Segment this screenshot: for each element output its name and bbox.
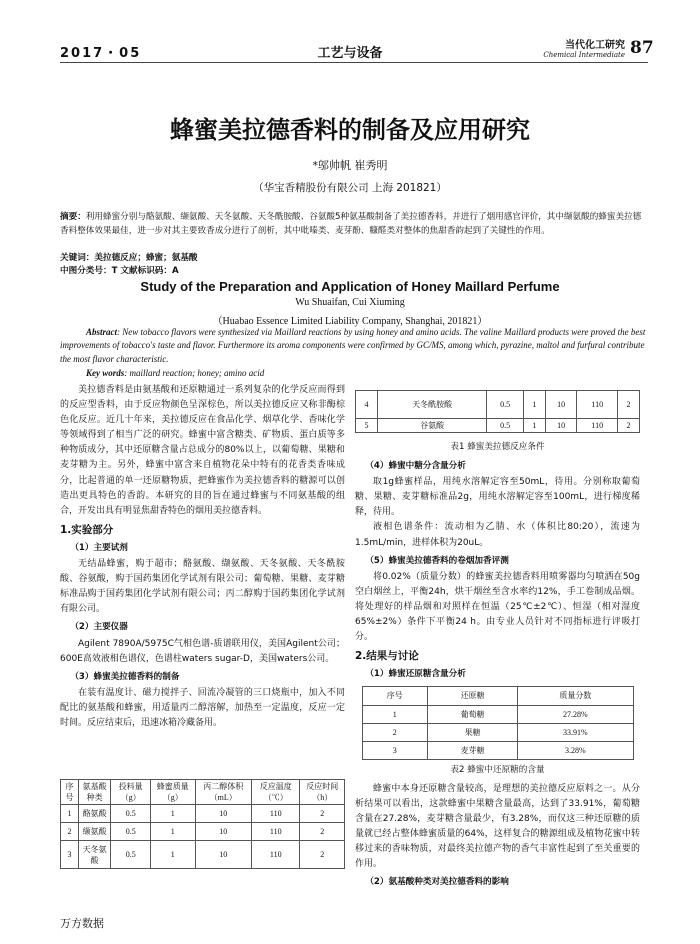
table-row xyxy=(362,723,633,741)
table1-header: 反应温度（℃） xyxy=(251,780,300,805)
table-cell: 1 xyxy=(151,823,196,841)
table-cell: 1 xyxy=(523,391,545,419)
journal-brand xyxy=(525,40,625,60)
table-cell: 0.5 xyxy=(487,419,524,433)
table-cell: 110 xyxy=(251,823,300,841)
subheading-instruments: （2）主要仪器 xyxy=(70,622,128,633)
section-heading-results: 2.结果与讨论 xyxy=(355,650,419,663)
section-heading-experiment: 1.实验部分 xyxy=(60,523,114,536)
table-cell: 2 xyxy=(300,841,345,869)
english-keywords-text: : maillard reaction; honey; amino acid xyxy=(124,368,265,378)
lc-paragraph: 液相色谱条件：流动相为乙腈、水（体积比80:20），流速为1.5mL/min，进样体积为20uL。 xyxy=(355,522,640,548)
page-number: 87 xyxy=(630,38,654,58)
table2-header: 序号 xyxy=(362,687,427,705)
table-cell: 110 xyxy=(577,419,618,433)
english-abstract-label: Abstract xyxy=(86,327,118,337)
table-cell: 10 xyxy=(195,805,251,823)
table-cell: 10 xyxy=(195,823,251,841)
table-cell: 2 xyxy=(61,823,79,841)
table-row xyxy=(362,705,633,723)
evaluation-paragraph: 将0.02%（质量分数）的蜂蜜美拉德香料用喷雾器均匀喷洒在50g空白烟丝上，平衡24h，烘干烟丝至含水率约12%，手工卷制成品烟。将处理好的样品烟和对照样在恒温（25℃±2℃）、恒湿（相对湿度65%±2%）条件下平衡24 h。由专业人员针对不同指标进行评吸打分。 xyxy=(355,571,640,643)
header-rule xyxy=(60,62,648,63)
english-title: Study of the Preparation and Application of Honey Maillard Perfume xyxy=(140,279,560,294)
table-cell: 0.5 xyxy=(111,805,151,823)
english-keywords xyxy=(86,368,264,378)
table-cell: 10 xyxy=(195,841,251,869)
table1-header: 反应时间（h） xyxy=(300,780,345,805)
table2 xyxy=(362,686,634,759)
table-cell: 2 xyxy=(618,419,640,433)
instruments-paragraph: Agilent 7890A/5975C气相色谱-质谱联用仪，美国Agilent公司；600E高效液相色谱仪，色谱柱waters sugar-D，美国waters公司。 xyxy=(60,638,345,664)
table-cell: 5 xyxy=(356,419,378,433)
subheading-amino-acid-effect: （2）氨基酸种类对美拉德香料的影响 xyxy=(365,877,509,888)
table1-caption: 表1 蜂蜜美拉德反应条件 xyxy=(450,442,545,452)
table-cell: 2 xyxy=(618,391,640,419)
table1-part1 xyxy=(60,779,345,869)
table-row xyxy=(61,823,345,841)
table-cell: 麦芽糖 xyxy=(427,741,517,759)
footer-watermark: 万方数据 xyxy=(60,917,104,930)
table-cell: 33.91% xyxy=(518,723,633,741)
subheading-evaluation: （5）蜂蜜美拉德香料的卷烟加香评测 xyxy=(365,555,509,566)
table-cell: 10 xyxy=(545,391,577,419)
english-abstract xyxy=(60,326,648,366)
table1-header: 投料量（g） xyxy=(111,780,151,805)
table-cell: 天冬氨酸 xyxy=(78,841,111,869)
right-column xyxy=(355,437,640,892)
table1-header-row xyxy=(61,780,345,805)
table2-header: 还原糖 xyxy=(427,687,517,705)
table-row xyxy=(356,391,640,419)
table-cell: 10 xyxy=(545,419,577,433)
keywords-cn: 关键词：美拉德反应；蜂蜜；氨基酸 xyxy=(60,253,198,263)
table2-header: 质量分数 xyxy=(518,687,633,705)
table-cell: 4 xyxy=(356,391,378,419)
authors: *邬帅帆 崔秀明 xyxy=(312,159,388,172)
subheading-sugar-content: （1）蜂蜜还原糖含量分析 xyxy=(365,669,466,680)
subheading-sugar: （4）蜂蜜中糖分含量分析 xyxy=(365,461,466,472)
table-cell: 0.5 xyxy=(111,823,151,841)
table-cell: 0.5 xyxy=(487,391,524,419)
table-row xyxy=(362,741,633,759)
subheading-preparation: （3）蜂蜜美拉德香料的制备 xyxy=(70,671,180,682)
table1-header: 氨基酸种类 xyxy=(78,780,111,805)
left-column xyxy=(60,383,345,731)
preparation-paragraph: 在装有温度计、磁力搅拌子、回流冷凝管的三口烧瓶中，加入不同配比的氨基酸和蜂蜜，用适量丙二醇溶解，加热至一定温度，反应一定时间。反应结束后，迅速冰箱冷藏备用。 xyxy=(60,687,345,728)
table-cell: 110 xyxy=(577,391,618,419)
table-cell: 3 xyxy=(61,841,79,869)
table-cell: 天冬酰胺酸 xyxy=(377,391,487,419)
journal-name-en: Chemical Intermediate xyxy=(543,51,625,59)
table-row xyxy=(61,841,345,869)
table1-part2 xyxy=(355,390,640,433)
table-cell: 2 xyxy=(362,723,427,741)
table2-header-row xyxy=(362,687,633,705)
paper-title: 蜂蜜美拉德香料的制备及应用研究 xyxy=(170,116,530,144)
journal-name-cn: 当代化工研究 xyxy=(565,40,625,51)
table-cell: 1 xyxy=(523,419,545,433)
english-affiliation: （Huabao Essence Limited Liability Company, Shanghai, 201821） xyxy=(212,316,488,327)
discussion-paragraph: 蜂蜜中本身还原糖含量较高，是理想的美拉德反应原料之一。从分析结果可以看出，这款蜂蜜中果糖含量最高，达到了33.91%，葡萄糖含量在27.28%，麦芽糖含量最少，有3.28%，而仅这三种还原糖的质量就已经占整体蜂蜜质量的64%，这样复合的糖源组成及植物花蜜中转移过来的香味物质，对最终美拉德产物的香气丰富性起到了至关重要的作用。 xyxy=(355,783,640,870)
table-cell: 3.28% xyxy=(518,741,633,759)
table-cell: 1 xyxy=(362,705,427,723)
table-cell: 1 xyxy=(61,805,79,823)
subheading-reagents: （1）主要试剂 xyxy=(70,542,128,553)
classification: 中图分类号：T 文献标识码：A xyxy=(60,266,179,276)
english-abstract-text: : New tobacco flavors were synthesized via Maillard reactions by using honey and amino acids. The valine Maillard products were proved the best improvements of tobacco's taste and flavor. Furthermore its aroma components were confirmed by GC/MS, among which, pyrazine, maltol and furfural contribute the most flavor characteristic. xyxy=(60,327,646,364)
abstract-text: 利用蜂蜜分别与酪氨酸、缬氨酸、天冬氨酸、天冬酰胺酸、谷氨酸5种氨基酸制备了美拉德香料，并进行了烟用感官评价，其中缬氨酸的蜂蜜美拉德香料整体效果最佳，进一步对其主要致香成分进行了剖析，其中吡嗪类、麦芽酚、糠醛类对整体的焦甜香韵起到了关键性的作用。 xyxy=(60,212,642,236)
table1-header: 丙二醇体积（mL） xyxy=(195,780,251,805)
keywords-block xyxy=(60,252,648,278)
affiliation: （华宝香精股份有限公司 上海 201821） xyxy=(253,182,447,194)
table-cell: 0.5 xyxy=(111,841,151,869)
table-cell: 27.28% xyxy=(518,705,633,723)
table-row xyxy=(356,419,640,433)
abstract-label: 摘要： xyxy=(60,212,86,222)
abstract-cn xyxy=(60,210,648,238)
table-cell: 3 xyxy=(362,741,427,759)
table-row xyxy=(61,805,345,823)
table-cell: 缬氨酸 xyxy=(78,823,111,841)
table-cell: 葡萄糖 xyxy=(427,705,517,723)
table-cell: 果糖 xyxy=(427,723,517,741)
intro-paragraph: 美拉德香料是由氨基酸和还原糖通过一系列复杂的化学反应而得到的反应型香料，由于反应物颜色呈深棕色，所以美拉德反应又称非酶棕色化反应。近几十年来，美拉德反应在食品化学、烟草化学、香味化学等领域得到了相当广泛的研究。蜂蜜中富含糖类、矿物质、蛋白质等多种物质成分，其中还原糖含量占总成分的80%以上，以葡萄糖、果糖和麦芽糖为主。另外，蜂蜜中富含来自植物花朵中特有的花香类香味成分，比起普通的单一还原糖物质，把蜂蜜作为美拉德香料的糖源可以创造出更具特色的香韵。本研究的目的旨在通过蜂蜜与不同氨基酸的组合，开发出具有明显焦甜香特色的烟用美拉德香料。 xyxy=(60,385,345,516)
english-authors: Wu Shuaifan, Cui Xiuming xyxy=(295,297,405,308)
issue-label: 2017・05 xyxy=(60,46,142,61)
table-cell: 110 xyxy=(251,841,300,869)
table-cell: 2 xyxy=(300,823,345,841)
table-cell: 1 xyxy=(151,805,196,823)
table-cell: 1 xyxy=(151,841,196,869)
table1-header: 蜂蜜质量（g） xyxy=(151,780,196,805)
table1-header: 序号 xyxy=(61,780,79,805)
section-label: 工艺与设备 xyxy=(317,46,383,61)
table-cell: 110 xyxy=(251,805,300,823)
english-keywords-label: Key words xyxy=(86,368,125,378)
table-cell: 2 xyxy=(300,805,345,823)
sugar-paragraph: 取1g蜂蜜样品，用纯水溶解定容至50mL，待用。分别称取葡萄糖、果糖、麦芽糖标准品2g，用纯水溶解定容至100mL，进行梯度稀释，待用。 xyxy=(355,477,640,518)
table2-caption: 表2 蜂蜜中还原糖的含量 xyxy=(450,764,545,775)
table-cell: 谷氨酸 xyxy=(377,419,487,433)
table-cell: 酪氨酸 xyxy=(78,805,111,823)
reagents-paragraph: 无结晶蜂蜜，购于超市；酪氨酸、缬氨酸、天冬氨酸、天冬酰胺酸、谷氨酸，购于国药集团化学试剂有限公司；葡萄糖、果糖、麦芽糖标准品购于国药集团化学试剂有限公司；丙二醇购于国药集团化学试剂有限公司。 xyxy=(60,559,345,615)
